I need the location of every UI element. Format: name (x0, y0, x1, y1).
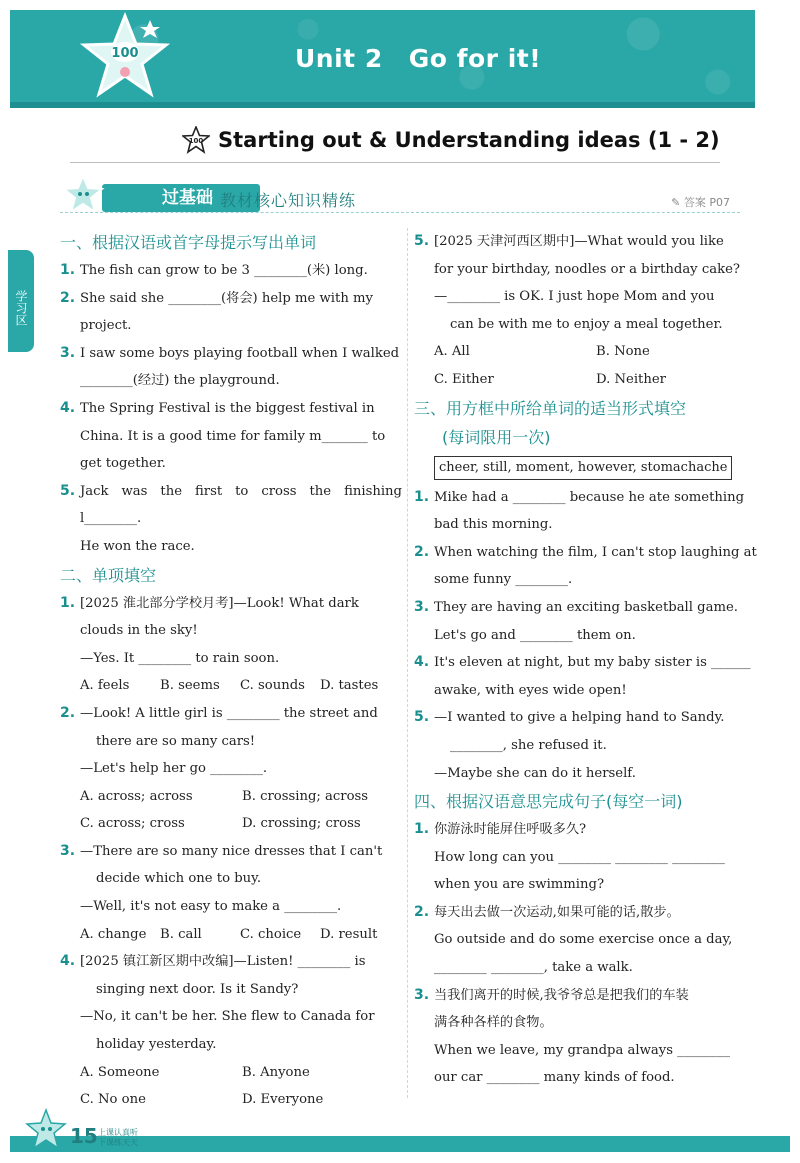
question-text: —No, it can't be her. She flew to Canada for (80, 1009, 375, 1025)
option: B. Anyone (242, 1064, 310, 1080)
item-text: How long can you ________ ________ ________ (434, 849, 725, 865)
option: A. across; across (80, 788, 193, 804)
option: B. seems (160, 678, 220, 694)
question-text: there are so many cars! (96, 733, 256, 749)
item-text: Jack was the first to cross the finishing l________. (80, 483, 402, 527)
item-text: Go outside and do some exercise once a day, (434, 932, 733, 948)
part3-heading-note: (每词限用一次) (442, 427, 551, 447)
section-title (182, 122, 720, 158)
item-number: 1. (414, 488, 430, 505)
answer-options (60, 1059, 402, 1087)
question-text: can be with me to enjoy a meal together. (450, 316, 723, 332)
item-number: 4. (414, 654, 430, 671)
part1-item (60, 478, 402, 533)
option: A. All (434, 344, 470, 360)
star-badge-icon (182, 126, 210, 154)
star-mascot-icon (60, 174, 106, 214)
section-title-text: Starting out & Understanding ideas (1 - 2) (218, 128, 720, 152)
item-text: They are having an exciting basketball game. (434, 599, 738, 615)
option: D. crossing; cross (242, 816, 361, 832)
item-text: —Maybe she can do it herself. (434, 765, 636, 781)
column-divider (407, 228, 408, 1098)
item-number: 5. (414, 233, 430, 249)
footer-slogan (98, 1128, 148, 1148)
question-text: [2025 镇江新区期中改编]—Listen! ________ is (80, 954, 366, 970)
question-text: [2025 天津河西区期中]—What would you like (434, 234, 724, 249)
item-text: The Spring Festival is the biggest festival in (80, 400, 375, 416)
item-number: 2. (60, 704, 76, 721)
item-text: ________ ________, take a walk. (434, 960, 633, 976)
choice-question (60, 590, 402, 618)
unit-name: Go for it! (408, 44, 542, 73)
item-text: China. It is a good time for family m_______ to (80, 428, 386, 444)
option: D. result (320, 926, 378, 942)
item-text: some funny ________. (434, 572, 573, 588)
question-text: holiday yesterday. (96, 1037, 217, 1053)
footer-slogan-line: 下课练天天 (98, 1138, 138, 1147)
question-text: [2025 淮北部分学校月考]—Look! What dark (80, 595, 359, 611)
option: B. call (160, 926, 202, 942)
part1-item (60, 395, 402, 423)
item-text: When we leave, my grandpa always ________ (434, 1042, 730, 1058)
question-text: clouds in the sky! (80, 623, 198, 639)
question-text: for your birthday, noodles or a birthday cake? (434, 261, 740, 277)
level-tag-label: 过基础 (162, 188, 213, 208)
item-number: 1. (60, 262, 76, 278)
item-number: 1. (60, 594, 76, 611)
part4-heading: 四、根据汉语意思完成句子(每空一词) (414, 792, 683, 812)
part3-item (414, 484, 759, 512)
item-text: Let's go and ________ them on. (434, 627, 636, 643)
item-number: 3. (414, 986, 430, 1003)
question-text: —There are so many nice dresses that I can't (80, 843, 383, 859)
part4-item (414, 899, 759, 927)
section-divider (70, 162, 720, 163)
sub-banner (60, 178, 740, 218)
answer-options (60, 672, 402, 700)
option: A. Someone (80, 1064, 160, 1080)
footer-slogan-line: 上课认真听 (98, 1128, 138, 1137)
item-number: 2. (414, 543, 430, 560)
part1-item (60, 340, 402, 368)
answer-options (60, 921, 402, 949)
part1-item (60, 257, 402, 285)
part4-item (414, 816, 759, 844)
right-column (414, 228, 759, 1092)
choice-question (414, 228, 759, 256)
question-text: decide which one to buy. (96, 871, 262, 887)
answer-options (414, 366, 759, 394)
part3-heading: 三、用方框中所给单词的适当形式填空 (414, 398, 687, 418)
item-number: 2. (60, 289, 76, 306)
unit-title (295, 44, 567, 73)
left-column (60, 228, 402, 1114)
option: C. across; cross (80, 816, 185, 832)
answer-options (60, 1086, 402, 1114)
question-text: —________ is OK. I just hope Mom and you (434, 289, 715, 305)
item-number: 5. (414, 709, 430, 726)
item-text: project. (80, 318, 132, 334)
side-tab (8, 250, 34, 352)
page-number: 15 (70, 1124, 98, 1148)
item-text: She said she ________(将会) help me with my (80, 290, 373, 306)
choice-question (60, 838, 402, 866)
item-text: Mike had a ________ because he ate something (434, 489, 745, 505)
item-number: 1. (414, 821, 430, 838)
star-mascot-icon (24, 1108, 68, 1152)
part4-item (414, 982, 759, 1010)
choice-question (60, 948, 402, 976)
svg-text:100: 100 (188, 137, 204, 145)
item-number: 3. (414, 598, 430, 615)
option: B. crossing; across (242, 788, 369, 804)
option: D. Everyone (242, 1092, 324, 1108)
item-number: 3. (60, 842, 76, 859)
option: D. Neither (596, 371, 666, 387)
item-text: —I wanted to give a helping hand to Sandy. (434, 710, 725, 726)
item-text: The fish can grow to be 3 ________(米) long. (80, 263, 368, 278)
option: C. No one (80, 1092, 146, 1108)
item-number: 5. (60, 482, 76, 499)
question-text: singing next door. Is it Sandy? (96, 981, 299, 997)
item-number: 2. (414, 903, 430, 920)
answer-options (60, 810, 402, 838)
item-text: our car ________ many kinds of food. (434, 1070, 675, 1086)
level-subtitle: 教材核心知识精练 (220, 191, 357, 210)
option: C. choice (240, 926, 302, 942)
part3-item (414, 704, 759, 732)
pencil-icon: ✎ (671, 196, 684, 209)
option: D. tastes (320, 678, 379, 694)
item-text: I saw some boys playing football when I walked (80, 345, 400, 361)
option: C. Either (434, 371, 494, 387)
item-number: 3. (60, 344, 76, 361)
star-mascot-icon (80, 12, 170, 104)
part3-item (414, 594, 759, 622)
part3-item (414, 649, 759, 677)
part1-heading: 一、根据汉语或首字母提示写出单词 (60, 233, 317, 252)
part3-item (414, 539, 759, 567)
question-text: —Look! A little girl is ________ the street and (80, 705, 378, 721)
answer-options (414, 338, 759, 366)
answer-reference (671, 194, 730, 210)
item-text: He won the race. (80, 538, 195, 554)
item-number: 4. (60, 399, 76, 416)
item-prompt: 你游泳时能屏住呼吸多久? (434, 822, 587, 838)
option: B. None (596, 344, 650, 360)
answer-options (60, 783, 402, 811)
item-number: 4. (60, 953, 76, 970)
item-text: bad this morning. (434, 517, 553, 533)
item-text: get together. (80, 456, 166, 472)
item-text: ________(经过) the playground. (80, 373, 280, 389)
item-prompt: 满各种各样的食物。 (434, 1015, 553, 1031)
item-text: It's eleven at night, but my baby sister is ______ (434, 655, 751, 671)
side-tab-label: 学习区 (14, 290, 28, 326)
option: A. feels (80, 678, 130, 694)
question-text: —Well, it's not easy to make a ________. (80, 899, 342, 915)
unit-number: Unit 2 (295, 44, 383, 73)
question-text: —Yes. It ________ to rain soon. (80, 650, 280, 666)
item-text: When watching the film, I can't stop laughing at (434, 544, 757, 560)
item-prompt: 每天出去做一次运动,如果可能的话,散步。 (434, 904, 680, 920)
choice-question (60, 700, 402, 728)
option: C. sounds (240, 678, 305, 694)
word-box: cheer, still, moment, however, stomachache (434, 456, 732, 480)
question-text: —Let's help her go ________. (80, 761, 268, 777)
item-prompt: 当我们离开的时候,我爷爷总是把我们的车装 (434, 987, 689, 1003)
item-text: ________, she refused it. (450, 737, 607, 753)
svg-text:100: 100 (111, 46, 139, 61)
answer-reference-text: 答案 P07 (683, 196, 730, 209)
option: A. change (80, 926, 147, 942)
item-text: awake, with eyes wide open! (434, 682, 627, 698)
part1-item (60, 285, 402, 313)
item-text: when you are swimming? (434, 877, 605, 893)
part2-heading: 二、单项填空 (60, 565, 157, 585)
sub-banner-line (60, 212, 740, 213)
